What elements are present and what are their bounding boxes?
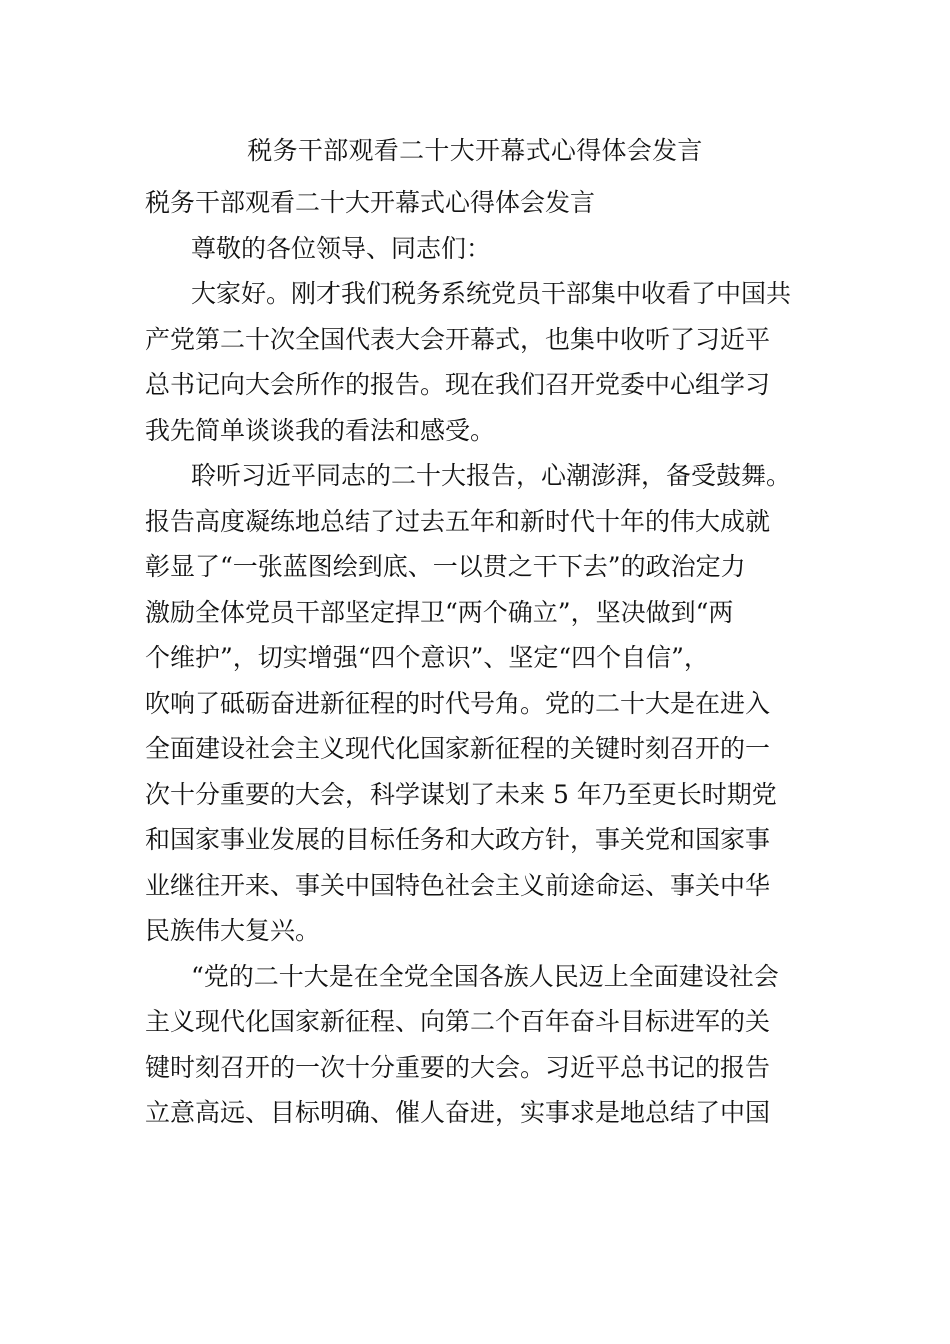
paragraph-line: 立意高远、目标明确、催人奋进，实事求是地总结了中国 — [145, 1098, 771, 1127]
paragraph-line: 吹响了砥砺奋进新征程的时代号角。党的二十大是在进入 — [145, 688, 771, 718]
paragraph-line: 全面建设社会主义现代化国家新征程的关键时刻召开的一 — [145, 734, 771, 763]
document-body — [145, 180, 810, 1136]
paragraph-line: 个维护”，切实增强“四个意识”、坚定“四个自信”， — [145, 643, 709, 672]
subtitle-line: 税务干部观看二十大开幕式心得体会发言 — [145, 188, 596, 217]
paragraph-line: 业继往开来、事关中国特色社会主义前途命运、事关中华 — [145, 870, 771, 900]
paragraph-line: 彰显了“一张蓝图绘到底、一以贯之干下去”的政治定力 — [145, 552, 746, 581]
paragraph-line: 次十分重要的大会，科学谋划了未来 5 年乃至更长时期党 — [145, 779, 777, 809]
paragraph-line: 主义现代化国家新征程、向第二个百年奋斗目标进军的关 — [145, 1007, 771, 1036]
paragraph-line: 报告高度凝练地总结了过去五年和新时代十年的伟大成就 — [145, 506, 771, 536]
salutation-line: 尊敬的各位领导、同志们： — [191, 233, 492, 263]
paragraph-line: 大家好。刚才我们税务系统党员干部集中收看了中国共 — [191, 279, 792, 308]
paragraph-line: 产党第二十次全国代表大会开幕式，也集中收听了习近平 — [145, 324, 771, 354]
paragraph-line: 键时刻召开的一次十分重要的大会。习近平总书记的报告 — [145, 1052, 771, 1082]
paragraph-line: 和国家事业发展的目标任务和大政方针，事关党和国家事 — [145, 825, 771, 854]
paragraph-line: 我先简单谈谈我的看法和感受。 — [145, 415, 496, 445]
paragraph-line: “党的二十大是在全党全国各族人民迈上全面建设社会 — [191, 961, 779, 991]
paragraph-line: 激励全体党员干部坚定捍卫“两个确立”，坚决做到“两 — [145, 597, 734, 627]
paragraph-line: 民族伟大复兴。 — [145, 916, 321, 945]
paragraph-line: 聆听习近平同志的二十大报告，心潮澎湃，备受鼓舞。 — [191, 461, 792, 490]
document-title: 税务干部观看二十大开幕式心得体会发言 — [247, 136, 703, 165]
paragraph-line: 总书记向大会所作的报告。现在我们召开党委中心组学习 — [145, 370, 771, 399]
